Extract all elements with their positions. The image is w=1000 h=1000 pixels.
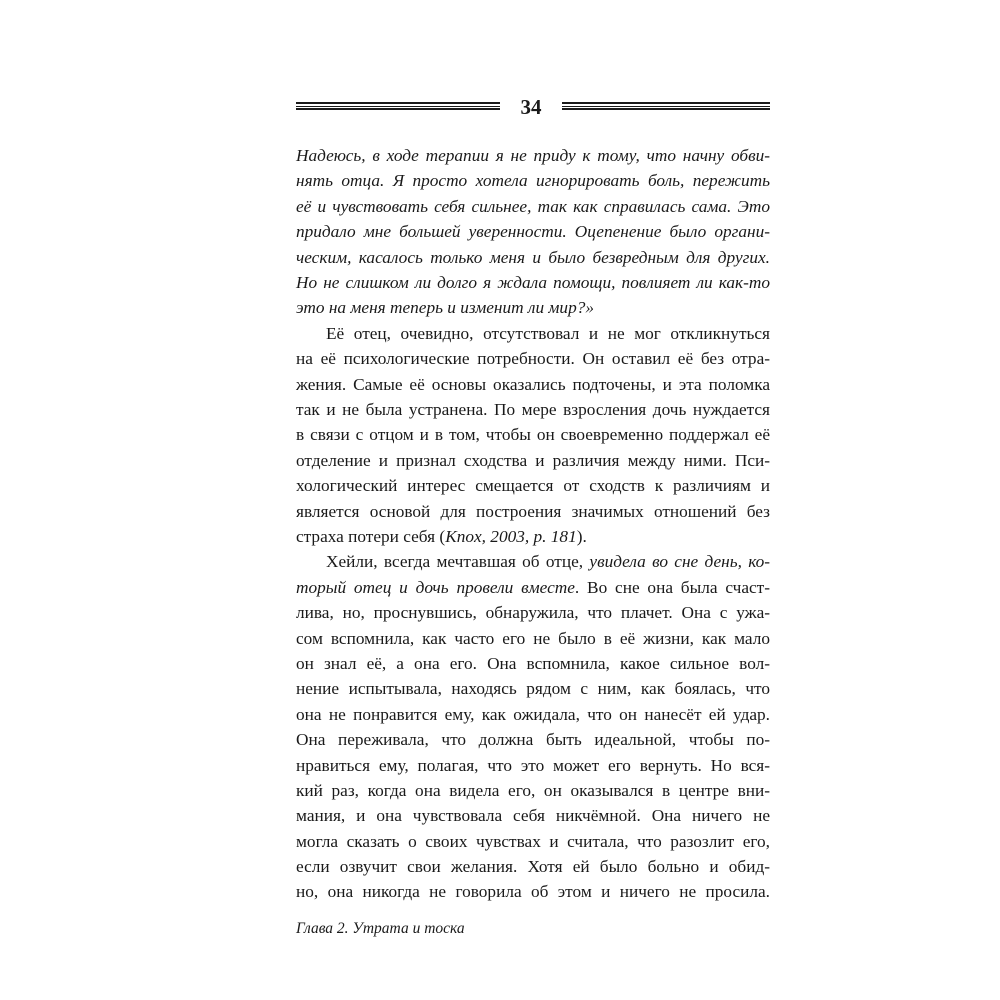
paragraph-1	[296, 321, 770, 550]
quote-line: её и чувствовать себя сильнее, так как справилась сама. Это	[296, 196, 770, 216]
paragraph-text: . Во сне она была счаст-	[574, 577, 770, 597]
page-number: 34	[520, 95, 542, 119]
quote-line: это на меня теперь и изменит ли мир?»	[296, 298, 594, 318]
paragraph-line: нение испытывала, находясь рядом с ним, как боялась, что	[296, 679, 770, 699]
paragraph-line: он знал её, а она его. Она вспомнила, какое сильное вол-	[296, 653, 770, 673]
quote-line: Но не слишком ли долго я ждала помощи, повлияет ли как-то	[296, 272, 770, 292]
emphasis-text: торый отец и дочь провели вместе	[296, 577, 575, 597]
paragraph-line: жения. Самые её основы оказались подточены, и эта поломка	[296, 374, 770, 394]
paragraph-line: отделение и признал сходства и различия между ними. Пси-	[296, 450, 770, 470]
quote-line: Надеюсь, в ходе терапии я не приду к тому, что начну обви-	[296, 146, 770, 165]
paragraph-line: нравиться ему, полагая, что это может его вернуть. Но вся-	[296, 755, 770, 775]
paragraph-line: мания, и она чувствовала себя никчёмной. Она ничего не	[296, 806, 770, 826]
header-rule-right	[562, 102, 770, 111]
paragraph-line: могла сказать о своих чувствах и считала, что разозлит его,	[296, 831, 770, 851]
page-header	[296, 90, 770, 124]
paragraph-line: сом вспомнила, как часто его не было в её жизни, как мало	[296, 628, 770, 648]
paragraph-line: на её психологические потребности. Он оставил её без отра-	[296, 349, 770, 369]
paragraph-line	[296, 549, 770, 574]
paragraph-line	[296, 575, 770, 600]
paragraph-line: лива, но, проснувшись, обнаружила, что плачет. Она с ужа-	[296, 603, 770, 623]
quote-line: нять отца. Я просто хотела игнорировать боль, пережить	[296, 171, 770, 191]
quote-line: ческим, касалось только меня и было безвредным для других.	[296, 247, 770, 267]
paragraph-text: страха потери себя (	[296, 526, 446, 546]
quote-block	[296, 143, 770, 321]
paragraph-line: если озвучит свои желания. Хотя ей было больно и обид-	[296, 857, 770, 877]
paragraph-line	[296, 524, 770, 549]
citation: Knox, 2003, p. 181	[445, 526, 577, 546]
paragraph-line: так и не была устранена. По мере взросления дочь нуждается	[296, 399, 770, 419]
chapter-footer: Глава 2. Утрата и тоска	[296, 920, 465, 937]
paragraph-text: ).	[576, 526, 587, 546]
paragraph-line: Её отец, очевидно, отсутствовал и не мог откликнуться	[326, 323, 770, 343]
paragraph-2	[296, 549, 770, 904]
paragraph-line: но, она никогда не говорила об этом и ничего не просила.	[296, 882, 770, 902]
paragraph-line: кий раз, когда она видела его, он оказывался в центре вни-	[296, 780, 770, 800]
paragraph-line: она не понравится ему, как ожидала, что он нанесёт ей удар.	[296, 704, 770, 724]
quote-line: придало мне большей уверенности. Оцепенение было органи-	[296, 222, 770, 242]
paragraph-line: Она переживала, что должна быть идеальной, чтобы по-	[296, 730, 770, 750]
paragraph-line: является основой для построения значимых отношений без	[296, 501, 770, 521]
emphasis-text: увидела во сне день, ко-	[589, 552, 771, 572]
paragraph-line: в связи с отцом и в том, чтобы он своевременно поддержал её	[296, 425, 770, 445]
paragraph-line: хологический интерес смещается от сходств к различиям и	[296, 476, 770, 496]
paragraph-text: Хейли, всегда мечтавшая об отце,	[326, 552, 590, 572]
header-rule-left	[296, 102, 500, 111]
